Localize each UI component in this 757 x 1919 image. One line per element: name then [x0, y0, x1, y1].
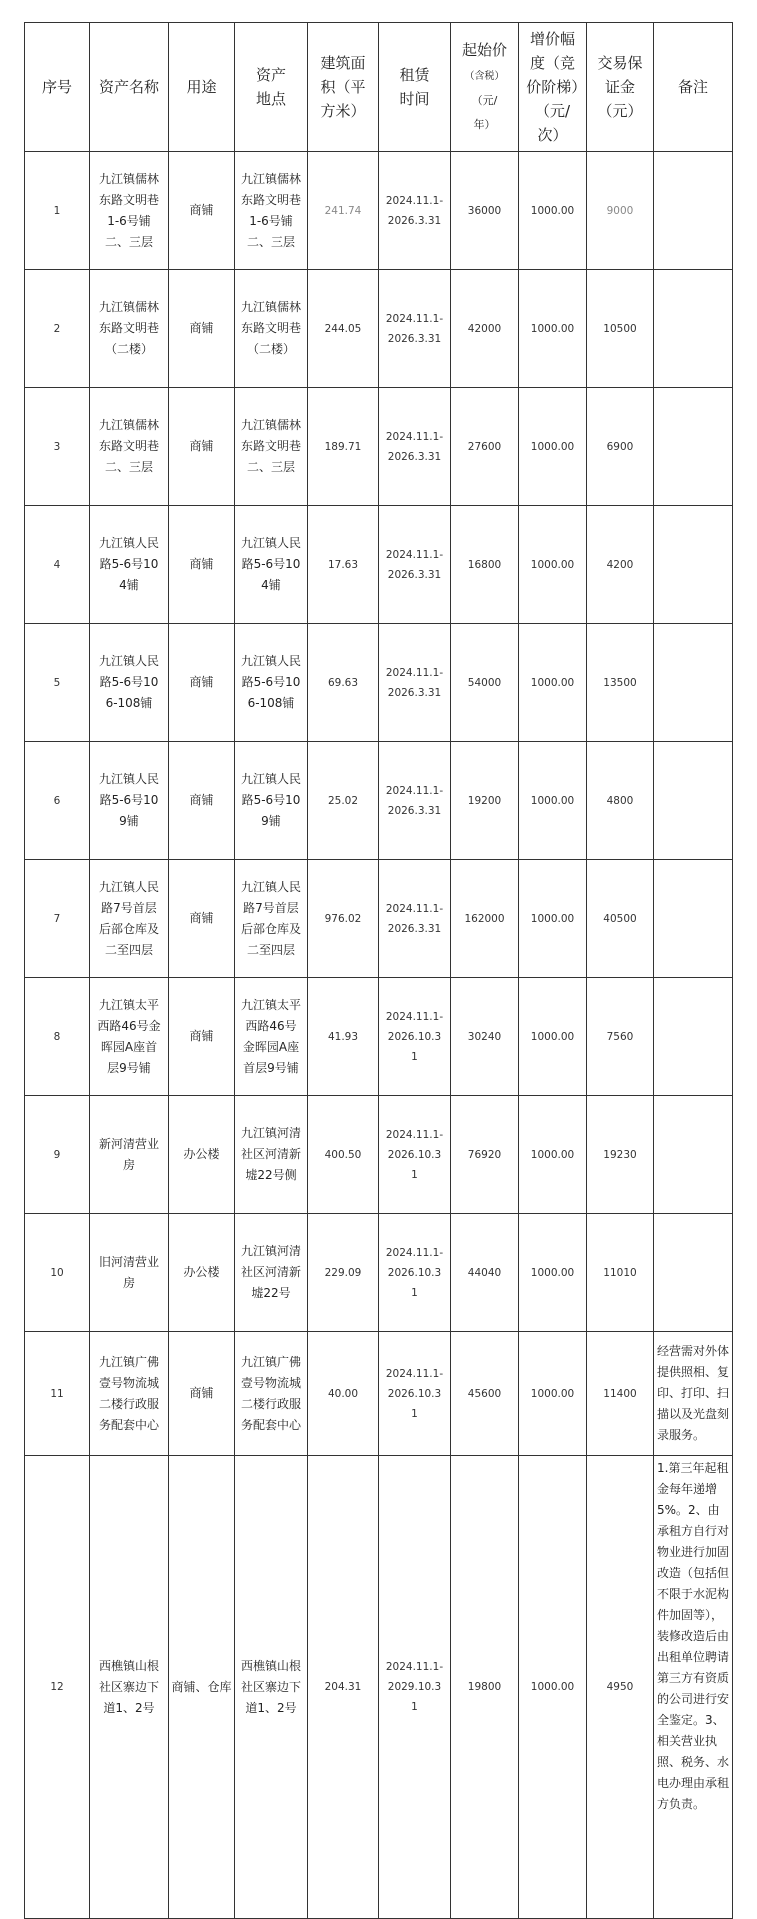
- cell-remark: [654, 270, 733, 388]
- cell-deposit: 11400: [587, 1332, 654, 1456]
- cell-asset-name: 九江镇人民路5-6号104铺: [90, 506, 169, 624]
- cell-area: 189.71: [308, 388, 379, 506]
- cell-asset-name: 九江镇人民路5-6号109铺: [90, 742, 169, 860]
- cell-deposit: 10500: [587, 270, 654, 388]
- cell-price: 42000: [451, 270, 519, 388]
- cell-use: 办公楼: [169, 1096, 235, 1214]
- header-deposit: [587, 23, 654, 152]
- header-asset-name: 资产名称: [90, 23, 169, 152]
- cell-remark: [654, 742, 733, 860]
- cell-price: 76920: [451, 1096, 519, 1214]
- cell-period: 2024.11.1-2029.10.31: [379, 1456, 451, 1919]
- cell-price: 45600: [451, 1332, 519, 1456]
- cell-use: 商铺: [169, 978, 235, 1096]
- cell-asset-name: 九江镇人民路5-6号106-108铺: [90, 624, 169, 742]
- cell-remark: [654, 1214, 733, 1332]
- cell-seq: 9: [25, 1096, 90, 1214]
- cell-area: 204.31: [308, 1456, 379, 1919]
- cell-price: 44040: [451, 1214, 519, 1332]
- cell-area: 244.05: [308, 270, 379, 388]
- cell-deposit: 9000: [587, 152, 654, 270]
- cell-seq: 10: [25, 1214, 90, 1332]
- cell-seq: 5: [25, 624, 90, 742]
- cell-use: 商铺: [169, 742, 235, 860]
- table-row: [25, 742, 733, 860]
- cell-area: 69.63: [308, 624, 379, 742]
- header-area: [308, 23, 379, 152]
- cell-deposit: 4800: [587, 742, 654, 860]
- cell-remark: [654, 860, 733, 978]
- cell-remark: 经营需对外体提供照相、复印、打印、扫描以及光盘刻录服务。: [654, 1332, 733, 1456]
- cell-asset-name: 新河清营业房: [90, 1096, 169, 1214]
- cell-location: 九江镇太平西路46号金晖园A座首层9号铺: [235, 978, 308, 1096]
- cell-area: 241.74: [308, 152, 379, 270]
- header-remark: 备注: [654, 23, 733, 152]
- cell-step: 1000.00: [519, 270, 587, 388]
- cell-step: 1000.00: [519, 388, 587, 506]
- cell-asset-name: 九江镇广佛壹号物流城二楼行政服务配套中心: [90, 1332, 169, 1456]
- header-price-unit: （元/年）: [471, 93, 498, 131]
- cell-step: 1000.00: [519, 1214, 587, 1332]
- cell-remark: [654, 506, 733, 624]
- header-step: [519, 23, 587, 152]
- asset-lease-table: [24, 22, 733, 1919]
- cell-deposit: 13500: [587, 624, 654, 742]
- cell-use: 商铺、仓库: [169, 1456, 235, 1919]
- cell-use: 商铺: [169, 506, 235, 624]
- cell-step: 1000.00: [519, 978, 587, 1096]
- cell-period: 2024.11.1-2026.3.31: [379, 742, 451, 860]
- cell-step: 1000.00: [519, 1332, 587, 1456]
- cell-deposit: 11010: [587, 1214, 654, 1332]
- cell-location: 九江镇人民路5-6号104铺: [235, 506, 308, 624]
- cell-step: 1000.00: [519, 152, 587, 270]
- cell-seq: 12: [25, 1456, 90, 1919]
- table-row: [25, 1214, 733, 1332]
- cell-location: 九江镇人民路5-6号109铺: [235, 742, 308, 860]
- cell-location: 九江镇儒林东路文明巷（二楼）: [235, 270, 308, 388]
- cell-deposit: 7560: [587, 978, 654, 1096]
- header-price-text: 起始价: [461, 40, 507, 59]
- cell-asset-name: 九江镇儒林东路文明巷二、三层: [90, 388, 169, 506]
- cell-use: 办公楼: [169, 1214, 235, 1332]
- cell-asset-name: 九江镇太平西路46号金晖园A座首层9号铺: [90, 978, 169, 1096]
- cell-area: 40.00: [308, 1332, 379, 1456]
- cell-period: 2024.11.1-2026.3.31: [379, 152, 451, 270]
- cell-use: 商铺: [169, 860, 235, 978]
- cell-price: 16800: [451, 506, 519, 624]
- cell-step: 1000.00: [519, 742, 587, 860]
- cell-location: 西樵镇山根社区寨边下道1、2号: [235, 1456, 308, 1919]
- table-row: [25, 1096, 733, 1214]
- cell-price: 30240: [451, 978, 519, 1096]
- table-row: [25, 1332, 733, 1456]
- header-period: [379, 23, 451, 152]
- cell-location: 九江镇儒林东路文明巷二、三层: [235, 388, 308, 506]
- cell-asset-name: 九江镇儒林东路文明巷（二楼）: [90, 270, 169, 388]
- header-location-text: 资产地点: [255, 66, 286, 108]
- table-row: [25, 978, 733, 1096]
- table-row: [25, 152, 733, 270]
- cell-period: 2024.11.1-2026.10.31: [379, 1214, 451, 1332]
- cell-remark: 1.第三年起租金每年递增5%。2、由承租方自行对物业进行加固改造（包括但不限于水泥构件加固等），装修改造后由出租单位聘请第三方有资质的公司进行安全鉴定。3、相关营业执照、税务、水电办理由承租方负责。: [654, 1456, 733, 1919]
- cell-remark: [654, 978, 733, 1096]
- header-deposit-text: 交易保证金（元）: [597, 54, 643, 120]
- table-row: [25, 624, 733, 742]
- cell-step: 1000.00: [519, 624, 587, 742]
- header-price-sub: （含税）: [464, 70, 505, 82]
- header-seq: 序号: [25, 23, 90, 152]
- cell-deposit: 4950: [587, 1456, 654, 1919]
- table-row: [25, 270, 733, 388]
- cell-use: 商铺: [169, 388, 235, 506]
- cell-seq: 6: [25, 742, 90, 860]
- table-row: [25, 388, 733, 506]
- cell-asset-name: 旧河清营业房: [90, 1214, 169, 1332]
- header-use: 用途: [169, 23, 235, 152]
- cell-price: 36000: [451, 152, 519, 270]
- cell-location: 九江镇河清社区河清新墟22号侧: [235, 1096, 308, 1214]
- cell-period: 2024.11.1-2026.3.31: [379, 506, 451, 624]
- cell-area: 25.02: [308, 742, 379, 860]
- cell-period: 2024.11.1-2026.3.31: [379, 624, 451, 742]
- table-row: [25, 1456, 733, 1919]
- table-body: [25, 152, 733, 1919]
- cell-asset-name: 西樵镇山根社区寨边下道1、2号: [90, 1456, 169, 1919]
- cell-remark: [654, 1096, 733, 1214]
- cell-seq: 2: [25, 270, 90, 388]
- cell-seq: 7: [25, 860, 90, 978]
- cell-period: 2024.11.1-2026.10.31: [379, 1332, 451, 1456]
- cell-period: 2024.11.1-2026.3.31: [379, 860, 451, 978]
- cell-step: 1000.00: [519, 506, 587, 624]
- header-period-text: 租赁时间: [399, 66, 430, 108]
- cell-deposit: 19230: [587, 1096, 654, 1214]
- cell-seq: 4: [25, 506, 90, 624]
- cell-price: 54000: [451, 624, 519, 742]
- header-step-text: 增价幅度（竞价阶梯）（元/次）: [526, 30, 579, 144]
- cell-area: 229.09: [308, 1214, 379, 1332]
- cell-step: 1000.00: [519, 1456, 587, 1919]
- table-row: [25, 506, 733, 624]
- cell-area: 17.63: [308, 506, 379, 624]
- cell-area: 976.02: [308, 860, 379, 978]
- cell-price: 162000: [451, 860, 519, 978]
- cell-deposit: 40500: [587, 860, 654, 978]
- cell-area: 400.50: [308, 1096, 379, 1214]
- cell-seq: 1: [25, 152, 90, 270]
- cell-step: 1000.00: [519, 860, 587, 978]
- cell-remark: [654, 152, 733, 270]
- cell-location: 九江镇儒林东路文明巷1-6号铺二、三层: [235, 152, 308, 270]
- cell-deposit: 6900: [587, 388, 654, 506]
- cell-price: 27600: [451, 388, 519, 506]
- cell-area: 41.93: [308, 978, 379, 1096]
- cell-period: 2024.11.1-2026.3.31: [379, 270, 451, 388]
- cell-use: 商铺: [169, 624, 235, 742]
- cell-use: 商铺: [169, 1332, 235, 1456]
- table-row: [25, 860, 733, 978]
- cell-price: 19200: [451, 742, 519, 860]
- cell-seq: 8: [25, 978, 90, 1096]
- cell-period: 2024.11.1-2026.3.31: [379, 388, 451, 506]
- header-price: [451, 23, 519, 152]
- cell-asset-name: 九江镇儒林东路文明巷1-6号铺二、三层: [90, 152, 169, 270]
- cell-location: 九江镇人民路7号首层后部仓库及二至四层: [235, 860, 308, 978]
- cell-use: 商铺: [169, 270, 235, 388]
- cell-location: 九江镇河清社区河清新墟22号: [235, 1214, 308, 1332]
- header-area-text: 建筑面积（平方米）: [320, 54, 366, 120]
- cell-price: 19800: [451, 1456, 519, 1919]
- cell-step: 1000.00: [519, 1096, 587, 1214]
- header-row: [25, 23, 733, 152]
- cell-deposit: 4200: [587, 506, 654, 624]
- cell-use: 商铺: [169, 152, 235, 270]
- cell-seq: 11: [25, 1332, 90, 1456]
- cell-location: 九江镇人民路5-6号106-108铺: [235, 624, 308, 742]
- cell-remark: [654, 624, 733, 742]
- header-location: [235, 23, 308, 152]
- cell-seq: 3: [25, 388, 90, 506]
- cell-location: 九江镇广佛壹号物流城二楼行政服务配套中心: [235, 1332, 308, 1456]
- cell-period: 2024.11.1-2026.10.31: [379, 1096, 451, 1214]
- cell-remark: [654, 388, 733, 506]
- cell-period: 2024.11.1-2026.10.31: [379, 978, 451, 1096]
- cell-asset-name: 九江镇人民路7号首层后部仓库及二至四层: [90, 860, 169, 978]
